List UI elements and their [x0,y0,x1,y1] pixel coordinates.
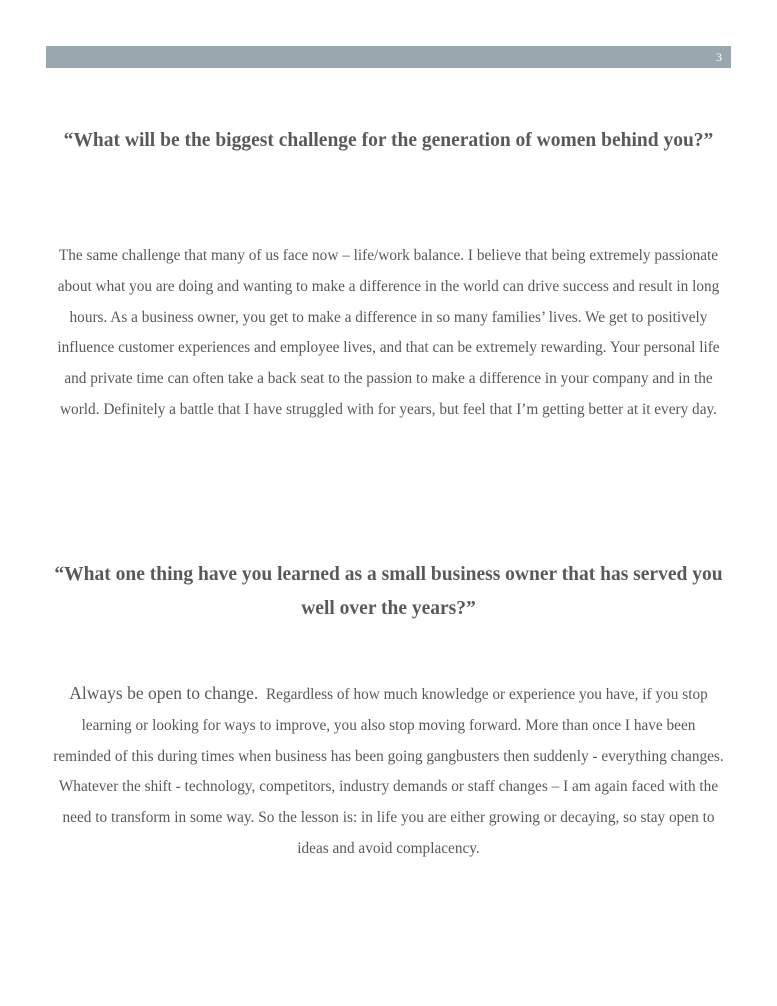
question-2-text: “What one thing have you learned as a small business owner that has served you well over the years?” [54,564,723,619]
answer-2-paragraph [52,678,725,865]
answer-1 [52,241,725,426]
question-1 [60,124,717,158]
answer-1-text: The same challenge that many of us face now – life/work balance. I believe that being extremely passionate about what you are doing and wanting to make a difference in the world can drive success and result in long hours. As a business owner, you get to make a difference in so many families’ lives. We get to positively influence customer experiences and employee lives, and that can be extremely rewarding. Your personal life and private time can often take a back seat to the passion to make a difference in your company and in the world. Definitely a battle that I have struggled with for years, but feel that I’m getting better at it every day. [57,247,720,418]
question-2 [52,558,725,626]
answer-2 [52,678,725,865]
answer-2-text: Regardless of how much knowledge or experience you have, if you stop learning or looking for ways to improve, you also stop moving forward. More than once I have been reminded of this during times when business has been going gangbusters then suddenly - everything changes. Whatever the shift - technology, competitors, industry demands or staff changes – I am again faced with the need to transform in some way. So the lesson is: in life you are either growing or decaying, so stay open to ideas and avoid complacency. [53,686,724,857]
question-1-text: “What will be the biggest challenge for the generation of women behind you?” [63,130,714,151]
page-header-bar [46,46,731,68]
answer-2-lead: Always be open to change. [69,683,259,703]
page-number: 3 [716,50,722,64]
